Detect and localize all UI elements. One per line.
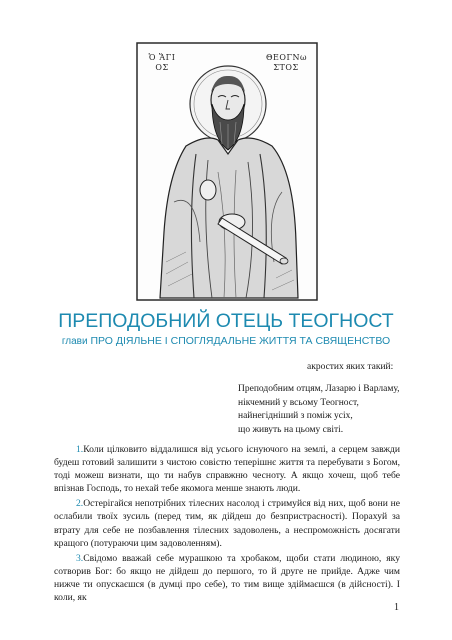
- icon-inscription: ΣΤΟΣ: [273, 63, 299, 72]
- chapter-paragraph: [54, 443, 400, 495]
- page-number: 1: [394, 602, 399, 613]
- icon-inscription: ΟΣ: [155, 63, 169, 72]
- poem-line: найнегідніший з поміж усіх,: [238, 411, 353, 421]
- chapter-text: Свідомо вважай себе мурашкою та хробаком, щоби стати людиною, яку сотворив Бог: бо якщо не дійдеш до першого, то й друге не прийде. Адже чим нижче ти опускаєшся (в думці про себе), то тим вище здіймаєшся (в дійсності). І коли, як: [54, 552, 400, 604]
- acrostic-intro: акростих яких такий:: [307, 362, 394, 372]
- chapter-text: Остерігайся непотрібних тілесних насолод і стримуйся від них, щоб вони не ослабили твоїх зусиль (перед тим, як дійдеш до безпристрасності). Порахуй за втрату для себе не позбавлення тілесних задоволень, а неспроможність досягати кращого (потураючи цим задоволенням).: [54, 498, 400, 549]
- acrostic-poem: [238, 383, 400, 437]
- chapter-number: 3.: [76, 552, 84, 564]
- icon-inscription: Ὁ ἍΓΙ: [148, 53, 176, 62]
- chapter-number: 1.: [76, 444, 84, 455]
- chapter-number: 2.: [76, 498, 84, 510]
- subtitle-lead: глави: [61, 336, 88, 347]
- chapter-paragraph: [54, 497, 400, 549]
- poem-line: нікчемний у всьому Теогност,: [238, 397, 359, 408]
- icon-inscription: ΘΕΟΓΝω: [266, 53, 308, 62]
- saint-icon-image: [136, 42, 318, 301]
- chapters-text: [54, 443, 400, 606]
- chapter-paragraph: [54, 552, 400, 604]
- poem-line: що живуть на цьому світі.: [238, 424, 344, 435]
- page-subtitle: [0, 335, 452, 347]
- saint-engraving: [136, 42, 318, 301]
- chapter-text: Коли цілковито віддалишся від усього існуючого на землі, а серцем завжди будеш готовий залишити з чистою совістю теперішнє життя та перебувати з Богом, тоді можеш визнати, що ти набув справжню чесноту. А якщо хочеш, щоб тебе впізнав Господь, то нехай тебе якомога менше знають люди.: [54, 444, 400, 495]
- page-title: ПРЕПОДОБНИЙ ОТЕЦЬ ТЕОГНОСТ: [58, 310, 394, 332]
- subtitle-main: ПРО ДІЯЛЬНЕ І СПОГЛЯДАЛЬНЕ ЖИТТЯ ТА СВЯЩЕНСТВО: [90, 335, 391, 347]
- poem-line: Преподобним отцям, Лазарю і Варламу,: [238, 384, 400, 394]
